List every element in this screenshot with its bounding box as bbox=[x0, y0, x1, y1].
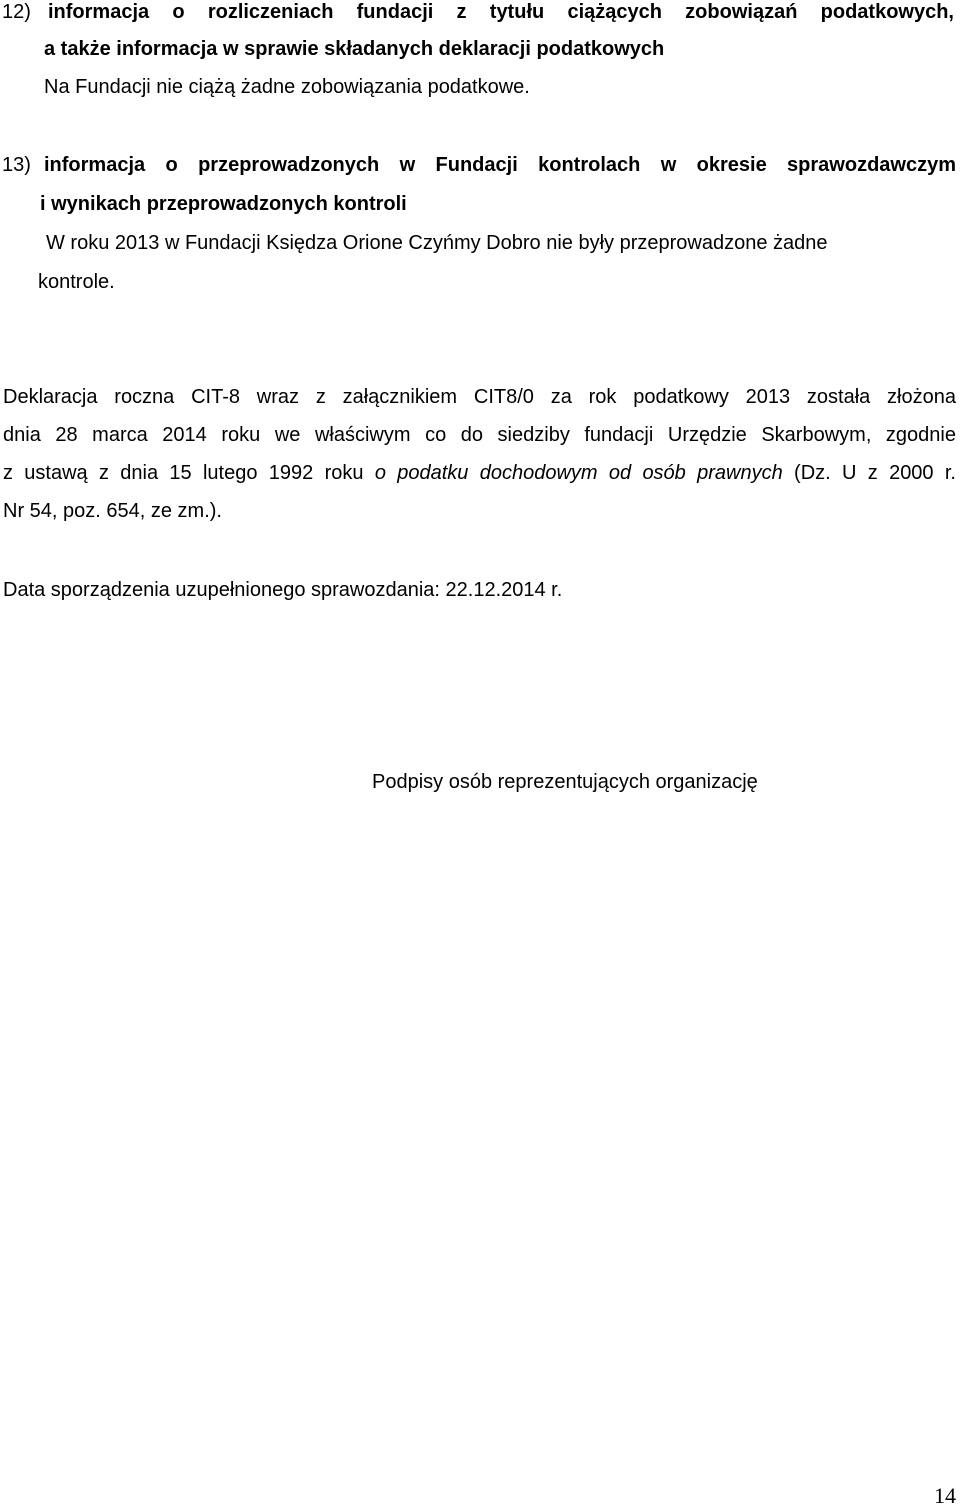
report-date: Data sporządzenia uzupełnionego sprawozdania: 22.12.2014 r. bbox=[3, 579, 563, 601]
declaration-line2: dnia 28 marca 2014 roku we właściwym co do siedziby fundacji Urzędzie Skarbowym, zgodnie bbox=[3, 424, 956, 446]
section-12-body: Na Fundacji nie ciążą żadne zobowiązania podatkowe. bbox=[44, 76, 530, 98]
section-13-body-line1: W roku 2013 w Fundacji Księdza Orione Czyńmy Dobro nie były przeprowadzone żadne bbox=[46, 232, 828, 254]
page-number: 14 bbox=[934, 1483, 956, 1508]
section-13-number: 13) bbox=[2, 154, 31, 176]
section-12-heading-line1: informacja o rozliczeniach fundacji z tytułu ciążących zobowiązań podatkowych, bbox=[48, 1, 954, 23]
declaration-line3-pre: z ustawą z dnia 15 lutego 1992 roku bbox=[3, 462, 375, 484]
declaration-line3-post: (Dz. U z 2000 r. bbox=[782, 462, 956, 484]
section-13-heading-line1: informacja o przeprowadzonych w Fundacji kontrolach w okresie sprawozdawczym bbox=[44, 154, 956, 176]
declaration-line3 bbox=[3, 461, 956, 485]
act-title: o podatku dochodowym od osób prawnych bbox=[374, 462, 783, 484]
section-12-number: 12) bbox=[2, 1, 31, 23]
signature-label: Podpisy osób reprezentujących organizację bbox=[372, 771, 758, 793]
section-13-body-line2: kontrole. bbox=[38, 271, 115, 293]
section-12-heading-line2: a także informacja w sprawie składanych deklaracji podatkowych bbox=[44, 38, 665, 60]
declaration-line4: Nr 54, poz. 654, ze zm.). bbox=[3, 500, 222, 522]
section-13-heading-line2: i wynikach przeprowadzonych kontroli bbox=[40, 193, 407, 215]
declaration-line1: Deklaracja roczna CIT-8 wraz z załącznikiem CIT8/0 za rok podatkowy 2013 została złożona bbox=[3, 386, 956, 408]
